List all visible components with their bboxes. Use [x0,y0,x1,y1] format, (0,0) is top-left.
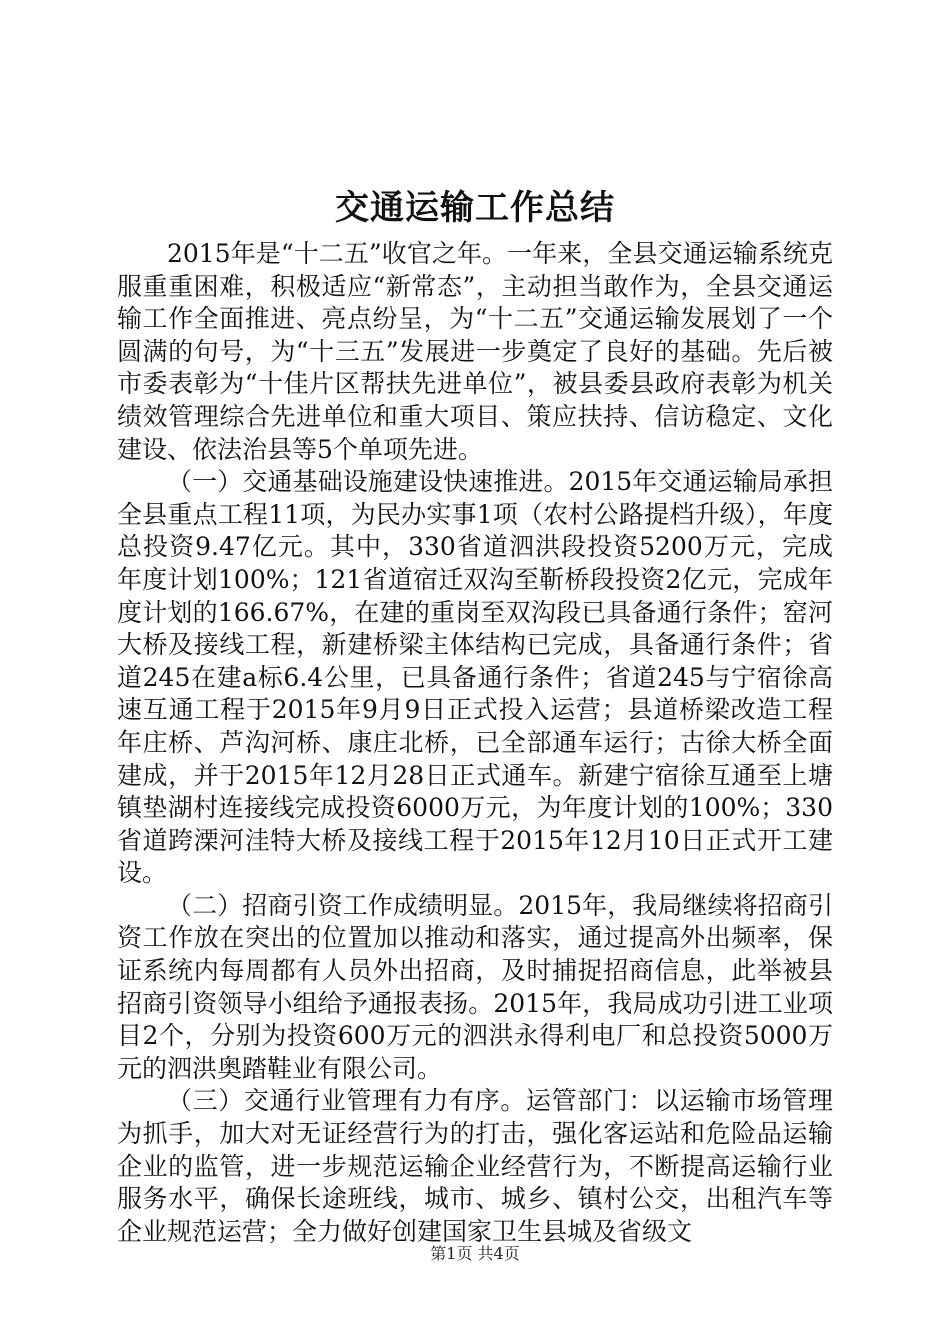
paragraph-investment: （二）招商引资工作成绩明显。2015年，我局继续将招商引资工作放在突出的位置加以推动和落实，通过提高外出频率，保证系统内每周都有人员外出招商，及时捕捉招商信息，此举被县招商引资领导小组给予通报表扬。2015年，我局成功引进工业项目2个，分别为投资600万元的泗洪永得利电厂和总投资5000万元的泗洪奥踏鞋业有限公司。 [117,890,833,1083]
page-number: 第1页 共4页 [430,1244,520,1263]
paragraph-intro: 2015年是“十二五”收官之年。一年来，全县交通运输系统克服重重困难，积极适应“新常态”，主动担当敢作为，全县交通运输工作全面推进、亮点纷呈，为“十二五”交通运输发展划了一个圆满的句号，为“十三五”发展进一步奠定了良好的基础。先后被市委表彰为“十佳片区帮扶先进单位”，被县委县政府表彰为机关绩效管理综合先进单位和重大项目、策应扶持、信访稳定、文化建设、依法治县等5个单项先进。 [117,239,833,464]
document-body [117,238,833,1248]
paragraph-infrastructure: （一）交通基础设施建设快速推进。2015年交通运输局承担全县重点工程11项，为民办实事1项（农村公路提档升级），年度总投资9.47亿元。其中，330省道泗洪段投资5200万元，完成年度计划100%；121省道宿迁双沟至靳桥段投资2亿元，完成年度计划的166.67%，在建的重岗至双沟段已具备通行条件；窑河大桥及接线工程，新建桥梁主体结构已完成，具备通行条件；省道245在建a标6.4公里，已具备通行条件；省道245与宁宿徐高速互通工程于2015年9月9日正式投入运营；县道桥梁改造工程年庄桥、芦沟河桥、康庄北桥，已全部通车运行；古徐大桥全面建成，并于2015年12月28日正式通车。新建宁宿徐互通至上塘镇垫湖村连接线完成投资6000万元，为年度计划的100%；330省道跨溧河洼特大桥及接线工程于2015年12月10日正式开工建设。 [117,467,833,888]
paragraph-management: （三）交通行业管理有力有序。运管部门：以运输市场管理为抓手，加大对无证经营行为的打击，强化客运站和危险品运输企业的监管，进一步规范运输企业经营行为，不断提高运输行业服务水平，确保长途班线，城市、城乡、镇村公交，出租汽车等企业规范运营；全力做好创建国家卫生县城及省级文 [117,1086,833,1246]
document-title: 交通运输工作总结 [335,188,615,228]
